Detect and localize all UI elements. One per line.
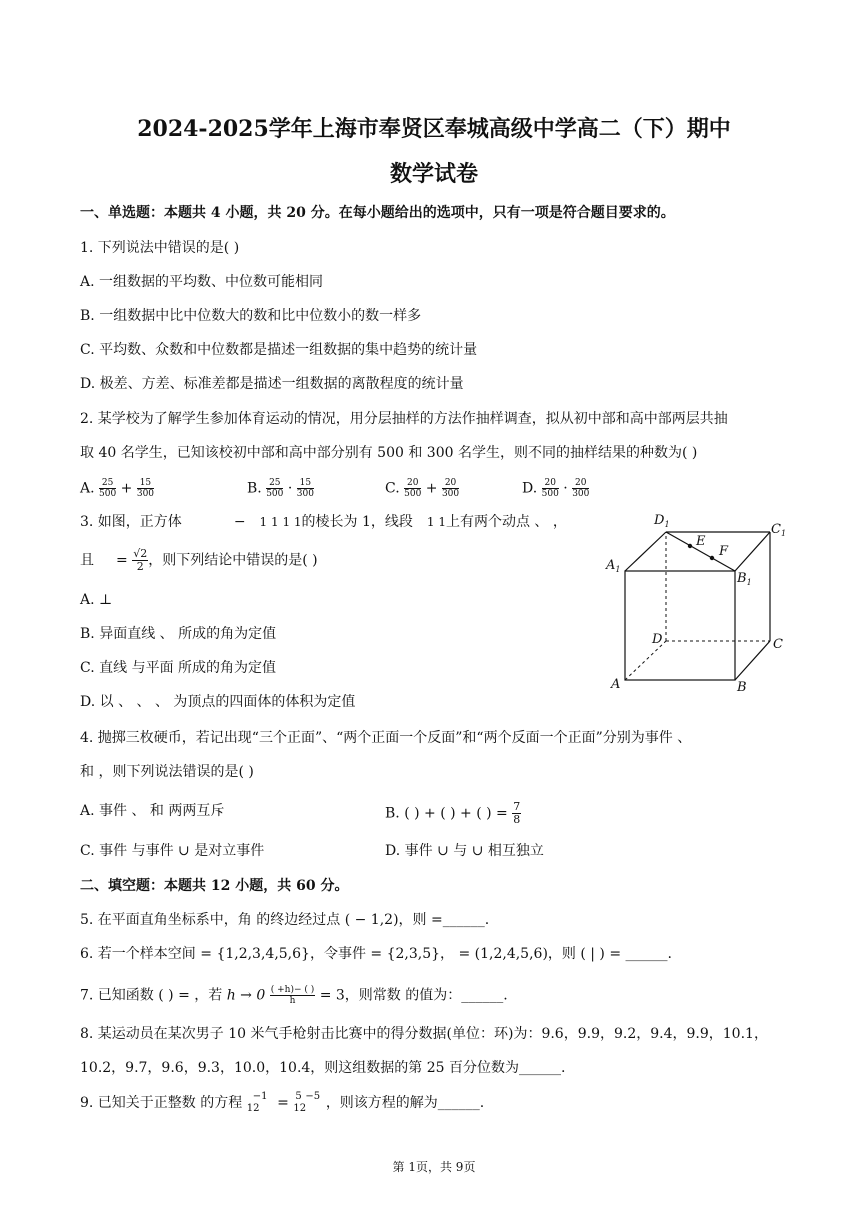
question-4-stem-line2: 和 ，则下列说法错误的是( ) bbox=[80, 764, 254, 780]
question-3-option-a: A. ⊥ bbox=[80, 592, 113, 608]
question-2-option-c: C. $\frac{20}{500}$ + $\frac{20}{300}$ bbox=[385, 478, 460, 499]
label-e: E bbox=[696, 534, 706, 549]
question-1-option-b: B. 一组数据中比中位数大的数和比中位数小的数一样多 bbox=[80, 308, 422, 324]
question-3-option-b: B. 异面直线 、 所成的角为定值 bbox=[80, 626, 277, 642]
label-b: B bbox=[737, 680, 747, 695]
question-4-option-d: D. 事件 ∪ 与 ∪ 相互独立 bbox=[385, 843, 544, 859]
page-subtitle: 数学试卷 bbox=[389, 161, 478, 187]
label-d1: $D_1$ bbox=[654, 513, 670, 529]
question-3-stem-line2: 且 = $\frac{√2}{2}$ ，则下列结论中错误的是( ) bbox=[80, 547, 318, 573]
question-1-option-c: C. 平均数、众数和中位数都是描述一组数据的集中趋势的统计量 bbox=[80, 342, 478, 358]
label-a: A bbox=[611, 677, 621, 692]
question-4-stem-line1: 4. 抛掷三枚硬币，若记出现“三个正面”、“两个正面一个反面”和“两个反面一个正面”分别为事件 、 bbox=[80, 730, 692, 746]
question-1-stem: 1. 下列说法中错误的是( ) bbox=[80, 240, 240, 256]
question-2-option-a: A. $\frac{25}{500}$ + $\frac{15}{300}$ bbox=[80, 478, 155, 499]
question-3-option-c: C. 直线 与平面 所成的角为定值 bbox=[80, 660, 277, 676]
point-f-dot bbox=[710, 556, 714, 560]
label-b1: $B_1$ bbox=[737, 571, 752, 587]
label-d: D bbox=[652, 632, 663, 647]
label-c1: $C_1$ bbox=[771, 522, 787, 538]
question-2-stem-line1: 2. 某学校为了解学生参加体育运动的情况，用分层抽样的方法作抽样调查，拟从初中部和高中部两层共抽 bbox=[80, 411, 728, 427]
question-8-line2: 10.2，9.7，9.6，9.3，10.0，10.4，则这组数据的第 25 百分位数为______. bbox=[80, 1060, 566, 1076]
label-a1: $A_1$ bbox=[606, 558, 621, 574]
point-e-dot bbox=[688, 544, 692, 548]
question-4-option-a: A. 事件 、 和 两两互斥 bbox=[80, 803, 225, 819]
label-c: C bbox=[773, 637, 783, 652]
question-2-option-b: B. $\frac{25}{500}$ · $\frac{15}{300}$ bbox=[247, 478, 314, 499]
page-title: 2024-2025学年上海市奉贤区奉城高级中学高二（下）期中 bbox=[137, 116, 731, 142]
label-f: F bbox=[719, 544, 729, 559]
question-5: 5. 在平面直角坐标系中，角 的终边经过点 ( − 1,2)，则 =______. bbox=[80, 912, 490, 928]
question-1-option-a: A. 一组数据的平均数、中位数可能相同 bbox=[80, 274, 324, 290]
question-3-option-d: D. 以 、 、 、 为顶点的四面体的体积为定值 bbox=[80, 694, 356, 710]
section-heading-2: 二、填空题：本题共 12 小题，共 60 分。 bbox=[80, 878, 349, 894]
section-heading-1: 一、单选题：本题共 4 小题，共 20 分。在每小题给出的选项中，只有一项是符合题目要求的。 bbox=[80, 205, 675, 221]
question-3-stem-line1: 3. 如图，正方体 − 1 1 1 1的棱长为 1，线段 1 1上有两个动点 、 ， bbox=[80, 514, 567, 530]
question-7: 7. 已知函数 ( ) = ，若 h → 0 $\frac{( +h)- ( )}{h}$ = 3，则常数 的值为：______. bbox=[80, 985, 508, 1006]
question-2-stem-line2: 取 40 名学生，已知该校初中部和高中部分别有 500 和 300 名学生，则不同的抽样结果的种数为( ) bbox=[80, 445, 698, 461]
question-6: 6. 若一个样本空间 = {1,2,3,4,5,6}，令事件 = {2,3,5}， = (1,2,4,5,6)，则 ( | ) = ______. bbox=[80, 946, 672, 962]
cube-figure bbox=[600, 505, 800, 700]
question-4-option-b: B. ( ) + ( ) + ( ) = $\frac{7}{8}$ bbox=[385, 800, 521, 826]
question-9: 9. 已知关于正整数 的方程 −1 12 = 5 −5 12 ，则该方程的解为______. bbox=[80, 1091, 485, 1114]
question-1-option-d: D. 极差、方差、标准差都是描述一组数据的离散程度的统计量 bbox=[80, 376, 464, 392]
question-2-option-d: D. $\frac{20}{500}$ · $\frac{20}{300}$ bbox=[522, 478, 590, 499]
question-4-option-c: C. 事件 与事件 ∪ 是对立事件 bbox=[80, 843, 265, 859]
page-footer: 第 1页，共 9页 bbox=[392, 1160, 476, 1174]
question-8-line1: 8. 某运动员在某次男子 10 米气手枪射击比赛中的得分数据(单位：环)为：9.6，9.9，9.2，9.4，9.9，10.1， bbox=[80, 1026, 768, 1042]
